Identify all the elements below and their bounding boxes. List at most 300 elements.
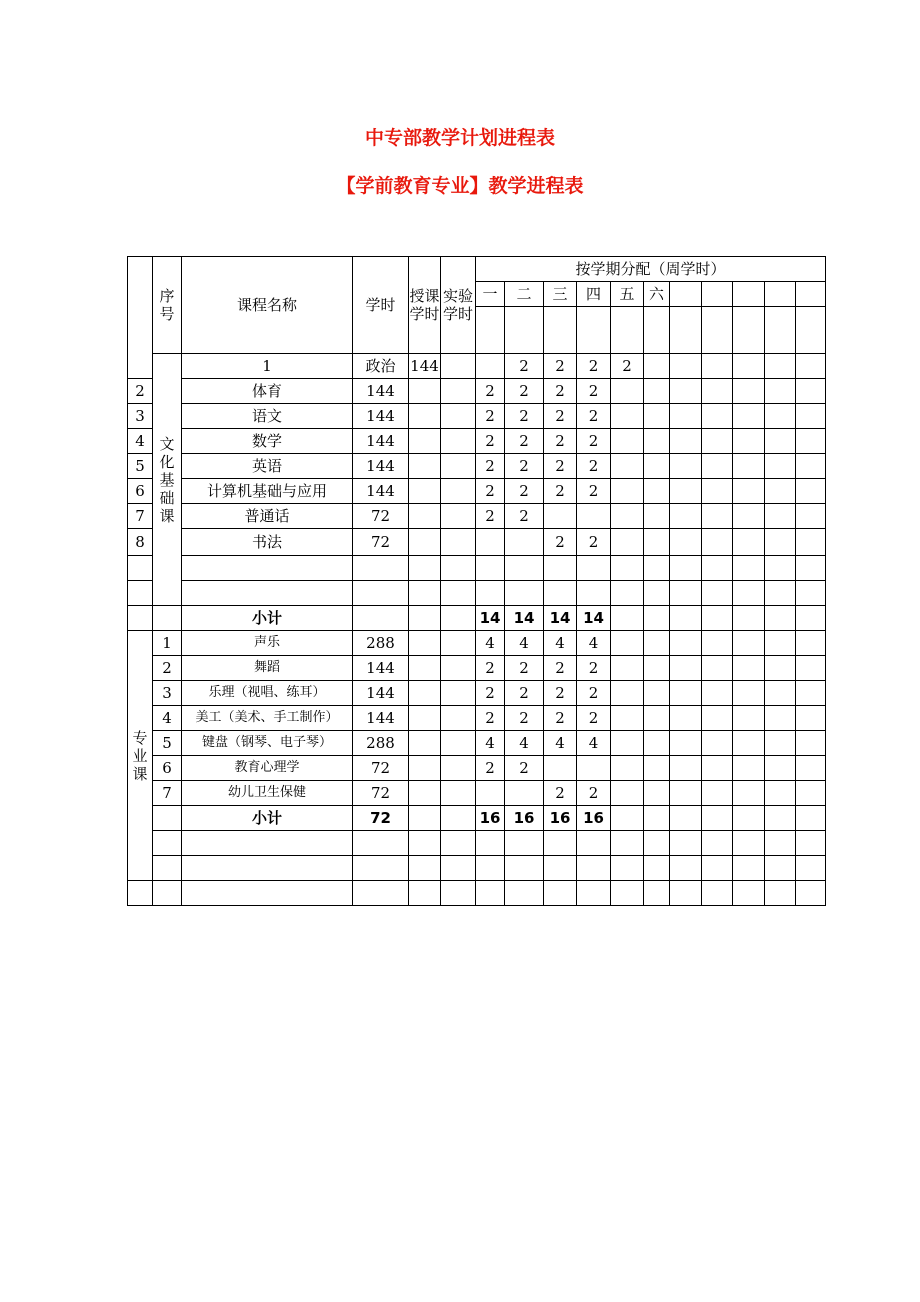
empty-cell (796, 354, 826, 379)
empty-cell (733, 606, 765, 631)
empty-cell (796, 504, 826, 529)
empty-cell (611, 404, 644, 429)
empty-cell (765, 606, 796, 631)
lecture-hours-cell (409, 731, 441, 756)
course-number: 6 (153, 756, 182, 781)
subtotal-semester-cell: 16 (505, 806, 544, 831)
empty-cell (409, 881, 441, 906)
empty-cell (544, 831, 577, 856)
empty-cell (441, 881, 476, 906)
subtotal-semester-cell: 16 (544, 806, 577, 831)
empty-cell (441, 581, 476, 606)
empty-cell (733, 354, 765, 379)
empty-cell (765, 781, 796, 806)
empty-cell (796, 379, 826, 404)
empty-cell (733, 581, 765, 606)
course-hours: 144 (353, 479, 409, 504)
empty-cell (611, 706, 644, 731)
course-row (128, 706, 826, 731)
course-row (128, 379, 826, 404)
course-number: 3 (128, 404, 153, 429)
lecture-hours-cell (409, 631, 441, 656)
empty-cell (733, 479, 765, 504)
empty-cell (505, 556, 544, 581)
semester-hours-cell: 2 (505, 681, 544, 706)
semester-hours-cell: 2 (476, 504, 505, 529)
empty-cell (702, 504, 733, 529)
empty-cell (765, 454, 796, 479)
empty-cell (702, 881, 733, 906)
empty-cell (611, 479, 644, 504)
semester-hours-cell: 2 (505, 454, 544, 479)
course-name: 语文 (182, 404, 353, 429)
semester-hours-cell: 2 (577, 454, 611, 479)
semester-hours-cell: 4 (544, 631, 577, 656)
empty-cell (611, 631, 644, 656)
semester-hours-cell: 4 (577, 731, 611, 756)
empty-row (128, 581, 826, 606)
empty-cell (441, 856, 476, 881)
header-empty-cell (796, 282, 826, 307)
empty-cell (670, 479, 702, 504)
empty-cell (765, 556, 796, 581)
course-name: 数学 (182, 429, 353, 454)
empty-cell (611, 529, 644, 556)
empty-cell (153, 806, 182, 831)
empty-cell (765, 831, 796, 856)
empty-cell (505, 581, 544, 606)
empty-cell (476, 856, 505, 881)
course-number: 5 (128, 454, 153, 479)
empty-cell (702, 429, 733, 454)
course-row (128, 529, 826, 556)
course-name: 美工（美术、手工制作） (182, 706, 353, 731)
lecture-hours-cell (409, 706, 441, 731)
empty-cell (505, 856, 544, 881)
course-hours: 72 (353, 504, 409, 529)
semester-hours-cell: 2 (577, 529, 611, 556)
empty-cell (611, 454, 644, 479)
course-hours: 144 (353, 429, 409, 454)
subtotal-semester-cell: 16 (476, 806, 505, 831)
empty-cell (611, 881, 644, 906)
empty-cell (611, 806, 644, 831)
header-row-1 (128, 257, 826, 282)
empty-cell (702, 781, 733, 806)
lab-hours-cell (441, 479, 476, 504)
course-name: 体育 (182, 379, 353, 404)
empty-cell (670, 529, 702, 556)
empty-cell (765, 806, 796, 831)
course-hours: 144 (353, 656, 409, 681)
course-row (128, 656, 826, 681)
course-number: 5 (153, 731, 182, 756)
empty-cell (611, 756, 644, 781)
header-semester-6: 六 (644, 282, 670, 307)
subtotal-semester-cell: 16 (577, 806, 611, 831)
course-hours: 72 (353, 529, 409, 556)
semester-hours-cell: 2 (544, 404, 577, 429)
empty-cell (796, 556, 826, 581)
semester-hours-cell: 4 (544, 731, 577, 756)
empty-cell (796, 581, 826, 606)
course-name: 教育心理学 (182, 756, 353, 781)
empty-cell (670, 504, 702, 529)
empty-cell (796, 631, 826, 656)
course-number: 1 (182, 354, 353, 379)
course-name: 幼儿卫生保健 (182, 781, 353, 806)
empty-cell (577, 881, 611, 906)
semester-hours-cell (544, 756, 577, 781)
empty-cell (544, 856, 577, 881)
header-semester-group: 按学期分配（周学时） (476, 257, 826, 282)
semester-hours-cell (476, 529, 505, 556)
course-name: 普通话 (182, 504, 353, 529)
empty-cell (796, 454, 826, 479)
empty-row (128, 881, 826, 906)
course-hours: 144 (353, 454, 409, 479)
semester-hours-cell: 2 (476, 656, 505, 681)
subtotal-label: 小计 (182, 606, 353, 631)
semester-hours-cell: 2 (505, 429, 544, 454)
semester-hours-cell: 2 (505, 656, 544, 681)
empty-cell (544, 881, 577, 906)
empty-cell (796, 479, 826, 504)
lab-hours-cell (441, 656, 476, 681)
empty-cell (670, 781, 702, 806)
empty-cell (409, 856, 441, 881)
empty-cell (409, 556, 441, 581)
empty-cell (796, 429, 826, 454)
empty-cell (353, 581, 409, 606)
empty-cell (128, 606, 153, 631)
semester-hours-cell: 2 (476, 706, 505, 731)
lab-hours-cell (476, 354, 505, 379)
empty-cell (702, 731, 733, 756)
empty-cell (644, 706, 670, 731)
empty-cell (765, 856, 796, 881)
empty-cell (644, 831, 670, 856)
course-row (128, 681, 826, 706)
lecture-hours-cell (409, 529, 441, 556)
course-number: 4 (153, 706, 182, 731)
semester-hours-cell: 2 (505, 479, 544, 504)
semester-hours-cell: 4 (505, 731, 544, 756)
lecture-hours-cell (409, 681, 441, 706)
lab-hours-cell (441, 781, 476, 806)
empty-cell (644, 529, 670, 556)
semester-hours-cell: 2 (577, 781, 611, 806)
empty-cell (765, 681, 796, 706)
course-hours: 72 (353, 756, 409, 781)
empty-cell (577, 556, 611, 581)
semester-hours-cell: 2 (577, 354, 611, 379)
subtotal-hours (353, 606, 409, 631)
semester-hours-cell: 2 (505, 379, 544, 404)
subtotal-semester-cell: 14 (505, 606, 544, 631)
empty-cell (765, 731, 796, 756)
empty-cell (611, 681, 644, 706)
empty-cell (644, 631, 670, 656)
empty-cell (796, 781, 826, 806)
header-empty-cell (733, 282, 765, 307)
header-semester-5: 五 (611, 282, 644, 307)
semester-hours-cell: 2 (544, 479, 577, 504)
semester-hours-cell: 2 (476, 681, 505, 706)
course-hours: 144 (353, 404, 409, 429)
course-number: 7 (128, 504, 153, 529)
empty-cell (733, 631, 765, 656)
course-hours: 288 (353, 731, 409, 756)
semester-hours-cell: 2 (577, 404, 611, 429)
empty-cell (670, 881, 702, 906)
empty-cell (353, 831, 409, 856)
subtotal-semester-cell: 14 (544, 606, 577, 631)
course-name: 乐理（视唱、练耳） (182, 681, 353, 706)
section-label-major: 专业课 (128, 631, 153, 881)
empty-cell (702, 831, 733, 856)
empty-cell (441, 831, 476, 856)
empty-cell (644, 606, 670, 631)
empty-cell (796, 706, 826, 731)
empty-cell (702, 631, 733, 656)
course-number: 2 (128, 379, 153, 404)
semester-hours-cell: 2 (577, 681, 611, 706)
teaching-plan-table (127, 256, 826, 906)
empty-cell (644, 354, 670, 379)
header-lecture-hours: 授课学时 (409, 257, 441, 354)
empty-cell (733, 656, 765, 681)
empty-cell (765, 404, 796, 429)
empty-cell (702, 354, 733, 379)
empty-cell (702, 706, 733, 731)
empty-cell (702, 681, 733, 706)
empty-cell (670, 856, 702, 881)
lab-hours-cell (441, 706, 476, 731)
empty-cell (611, 831, 644, 856)
empty-cell (611, 781, 644, 806)
course-row (128, 781, 826, 806)
empty-cell (702, 479, 733, 504)
course-row (128, 454, 826, 479)
lecture-hours-cell (409, 404, 441, 429)
empty-cell (409, 831, 441, 856)
subtotal-row (128, 606, 826, 631)
subtotal-label: 小计 (182, 806, 353, 831)
empty-cell (702, 379, 733, 404)
lecture-hours-cell (441, 354, 476, 379)
header-course: 课程名称 (182, 257, 353, 354)
empty-cell (644, 556, 670, 581)
header-semester-4: 四 (577, 282, 611, 307)
empty-cell (796, 831, 826, 856)
lab-hours-cell (441, 631, 476, 656)
semester-hours-cell: 4 (476, 731, 505, 756)
empty-cell (796, 606, 826, 631)
empty-row (128, 856, 826, 881)
empty-cell (702, 856, 733, 881)
empty-cell (702, 404, 733, 429)
empty-cell (128, 581, 153, 606)
empty-cell (765, 529, 796, 556)
empty-cell (702, 806, 733, 831)
lab-hours-cell (441, 529, 476, 556)
course-hours: 288 (353, 631, 409, 656)
empty-cell (670, 756, 702, 781)
empty-cell (733, 556, 765, 581)
empty-cell (644, 404, 670, 429)
empty-cell (644, 454, 670, 479)
empty-cell (733, 856, 765, 881)
empty-cell (670, 656, 702, 681)
empty-cell (153, 606, 182, 631)
empty-cell (765, 581, 796, 606)
empty-cell (409, 581, 441, 606)
empty-cell (153, 881, 182, 906)
empty-cell (765, 429, 796, 454)
empty-cell (611, 606, 644, 631)
empty-cell (765, 479, 796, 504)
empty-cell (796, 731, 826, 756)
empty-cell (611, 556, 644, 581)
empty-cell (765, 881, 796, 906)
empty-cell (670, 556, 702, 581)
subtotal-semester-cell: 14 (476, 606, 505, 631)
lab-hours-cell (441, 379, 476, 404)
empty-cell (476, 831, 505, 856)
empty-cell (765, 504, 796, 529)
lab-hours-cell (441, 681, 476, 706)
empty-cell (644, 756, 670, 781)
course-number: 6 (128, 479, 153, 504)
empty-cell (765, 379, 796, 404)
course-row (128, 354, 826, 379)
empty-cell (644, 581, 670, 606)
empty-cell (765, 631, 796, 656)
semester-hours-cell: 2 (476, 404, 505, 429)
empty-cell (765, 354, 796, 379)
empty-cell (670, 354, 702, 379)
lecture-hours-cell (409, 781, 441, 806)
empty-cell (644, 856, 670, 881)
course-name: 英语 (182, 454, 353, 479)
empty-cell (644, 781, 670, 806)
empty-cell (733, 731, 765, 756)
course-row (128, 731, 826, 756)
empty-cell (644, 881, 670, 906)
empty-cell (702, 756, 733, 781)
header-empty-cell (765, 282, 796, 307)
header-blank-cell (128, 257, 153, 379)
semester-hours-cell: 2 (577, 479, 611, 504)
empty-cell (670, 706, 702, 731)
course-name: 书法 (182, 529, 353, 556)
empty-cell (128, 881, 153, 906)
course-hours: 144 (353, 706, 409, 731)
semester-hours-cell: 2 (544, 529, 577, 556)
course-number: 7 (153, 781, 182, 806)
semester-hours-cell (505, 529, 544, 556)
empty-cell (796, 756, 826, 781)
semester-hours-cell: 2 (544, 681, 577, 706)
lecture-hours-cell (409, 504, 441, 529)
empty-cell (796, 881, 826, 906)
semester-hours-cell: 2 (544, 454, 577, 479)
empty-cell (796, 681, 826, 706)
course-number: 8 (128, 529, 153, 556)
lab-hours-cell (441, 429, 476, 454)
empty-cell (476, 581, 505, 606)
lecture-hours-cell (409, 656, 441, 681)
subtotal-semester-cell: 14 (577, 606, 611, 631)
empty-cell (670, 454, 702, 479)
empty-cell (441, 606, 476, 631)
empty-cell (611, 731, 644, 756)
empty-cell (644, 479, 670, 504)
semester-hours-cell: 2 (544, 429, 577, 454)
empty-cell (670, 806, 702, 831)
lecture-hours-cell (409, 454, 441, 479)
document-title: 中专部教学计划进程表 (364, 127, 555, 149)
lab-hours-cell (441, 404, 476, 429)
semester-hours-cell: 2 (505, 756, 544, 781)
empty-cell (796, 404, 826, 429)
empty-cell (644, 379, 670, 404)
empty-cell (702, 606, 733, 631)
header-hours: 学时 (353, 257, 409, 354)
empty-cell (644, 806, 670, 831)
semester-hours-cell (476, 781, 505, 806)
course-name: 政治 (353, 354, 409, 379)
empty-cell (733, 504, 765, 529)
course-row (128, 756, 826, 781)
empty-cell (611, 429, 644, 454)
course-row (128, 631, 826, 656)
course-number: 3 (153, 681, 182, 706)
empty-cell (733, 529, 765, 556)
empty-cell (670, 731, 702, 756)
course-name: 声乐 (182, 631, 353, 656)
empty-cell (733, 781, 765, 806)
empty-cell (409, 806, 441, 831)
empty-cell (611, 656, 644, 681)
empty-cell (409, 606, 441, 631)
semester-hours-cell: 2 (577, 379, 611, 404)
semester-hours-cell: 2 (611, 354, 644, 379)
course-hours: 144 (409, 354, 441, 379)
empty-cell (644, 504, 670, 529)
lecture-hours-cell (409, 379, 441, 404)
semester-hours-cell: 2 (544, 379, 577, 404)
empty-cell (670, 581, 702, 606)
empty-cell (670, 379, 702, 404)
lab-hours-cell (441, 756, 476, 781)
semester-hours-cell: 2 (476, 454, 505, 479)
document-subtitle: 【学前教育专业】教学进程表 (336, 175, 584, 197)
lab-hours-cell (441, 454, 476, 479)
empty-cell (182, 881, 353, 906)
semester-hours-cell: 2 (476, 756, 505, 781)
empty-cell (611, 379, 644, 404)
empty-cell (476, 881, 505, 906)
course-number: 1 (153, 631, 182, 656)
semester-hours-cell (505, 781, 544, 806)
empty-cell (702, 556, 733, 581)
course-name: 计算机基础与应用 (182, 479, 353, 504)
header-semester-3: 三 (544, 282, 577, 307)
empty-cell (702, 656, 733, 681)
course-hours: 144 (353, 681, 409, 706)
